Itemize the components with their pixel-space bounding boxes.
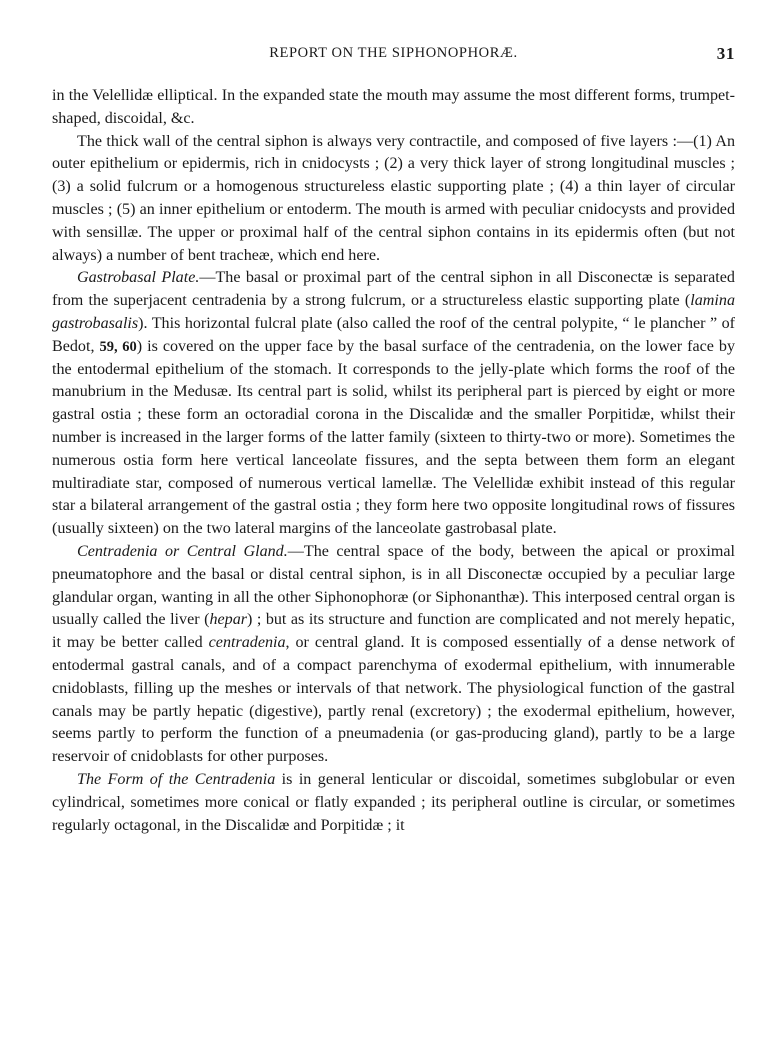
paragraph-form-of-centradenia: [52, 769, 735, 837]
paragraph-centradenia: [52, 541, 735, 769]
text-run: ) ; but as its structure and function are complicated and not merely hepatic, it may be better called: [52, 611, 736, 652]
paragraph-mouth-forms: [52, 85, 735, 131]
reference-number: 59, 60: [99, 338, 137, 355]
text-run: ). This horizontal fulcral plate (also called the roof of the central polypite, “ le plancher ” of Bedot,: [52, 314, 735, 355]
paragraph-siphon-wall: [52, 131, 735, 268]
body-text: [52, 85, 735, 837]
running-head-title: REPORT ON THE SIPHONOPHORÆ.: [269, 45, 518, 61]
italic-term: The Form of the Centradenia: [77, 770, 276, 788]
text-run: —The basal or proximal part of the central siphon in all Disconectæ is separated from the superjacent centradenia by a strong fulcrum, or a structureless elastic supporting plate (: [52, 269, 735, 310]
text-run: —The central space of the body, between the apical or proximal pneumatophore and the basal or distal central siphon, is in all Disconectæ occupied by a peculiar large glandular organ, wanting in all the other Siphonophoræ (or Siphonanthæ). This interposed central organ is usually called the liver (: [52, 542, 736, 629]
text-run: is in general lenticular or discoidal, sometimes subglobular or even cylindrical, sometimes more conical or flatly expanded ; its peripheral outline is circular, or sometimes regularly octagonal, in the Discalidæ and Porpitidæ ; it: [52, 770, 736, 834]
running-head: [52, 45, 735, 67]
italic-term: centradenia: [208, 634, 286, 652]
italic-term: lamina gastrobasalis: [52, 292, 735, 332]
text-run: in the Velellidæ elliptical. In the expanded state the mouth may assume the most different forms, trumpet-shaped, discoidal, &c.: [52, 87, 735, 127]
italic-term: Gastrobasal Plate.: [77, 269, 200, 287]
italic-term: Centradenia or Central Gland.: [77, 542, 288, 560]
italic-term: hepar: [209, 611, 247, 629]
page-number: 31: [716, 44, 735, 63]
text-run: The thick wall of the central siphon is always very contractile, and composed of five layers :—(1) An outer epithelium or epidermis, rich in cnidocysts ; (2) a very thick layer of strong longitudinal muscles ; (3) a solid fulcrum or a homogenous structureless elastic supporting plate ; (4) a thin layer of circular muscles ; (5) an inner epithelium or entoderm. The mouth is armed with peculiar cnidocysts and provided with sensillæ. The upper or proximal half of the central siphon contains in its epidermis often (but not always) a number of bent tracheæ, which end here.: [52, 132, 735, 264]
paragraph-gastrobasal-plate: [52, 267, 735, 541]
text-run: ) is covered on the upper face by the basal surface of the centradenia, on the lower face by the entodermal epithelium of the stomach. It corresponds to the jelly-plate which forms the roof of the manubrium in the Medusæ. Its central part is solid, whilst its peripheral part is pierced by eight or more gastral ostia ; these form an octoradial corona in the Discalidæ and the smaller Porpitidæ, whilst their number is increased in the larger forms of the latter family (sixteen to thirty-two or more). Sometimes the numerous ostia form here vertical lanceolate fissures, and the septa between them form an elegant multiradiate star, composed of numerous vertical lamellæ. The Velellidæ exhibit instead of this regular star a bilateral arrangement of the gastral ostia ; they form here two opposite longitudinal rows of fissures (usually sixteen) on the two lateral margins of the lanceolate gastrobasal plate.: [52, 337, 735, 538]
text-run: , or central gland. It is composed essentially of a dense network of entodermal gastral canals, and of a compact parenchyma of exodermal epithelium, with innumerable cnidoblasts, filling up the meshes or intervals of that network. The physiological function of the gastral canals may be partly hepatic (digestive), partly renal (excretory) ; the exodermal epithelium, however, seems partly to perform the function of a pneumadenia (or gas-producing gland), partly to be a large reservoir of cnidoblasts for other purposes.: [52, 634, 736, 766]
